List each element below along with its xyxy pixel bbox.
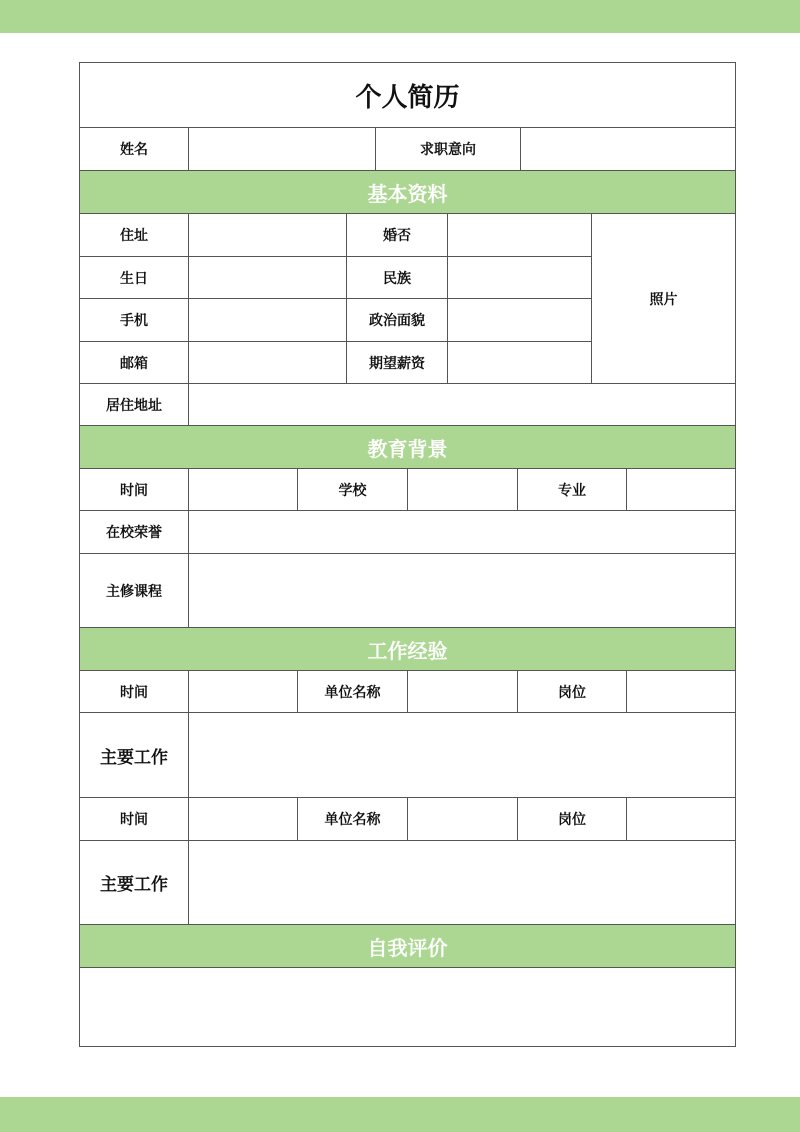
marital-field[interactable] xyxy=(448,214,592,257)
phone-field[interactable] xyxy=(189,299,347,342)
edu-time-label: 时间 xyxy=(80,469,189,511)
residence-label: 居住地址 xyxy=(80,384,189,426)
work1-time-field[interactable] xyxy=(189,671,298,713)
residence-field[interactable] xyxy=(189,384,735,426)
work1-position-field[interactable] xyxy=(627,671,735,713)
section-work: 工作经验 xyxy=(80,628,735,671)
honors-label: 在校荣誉 xyxy=(80,511,189,554)
name-field[interactable] xyxy=(189,128,376,171)
politics-field[interactable] xyxy=(448,299,592,342)
work2-time-field[interactable] xyxy=(189,798,298,841)
salary-label: 期望薪资 xyxy=(347,342,448,384)
ethnicity-label: 民族 xyxy=(347,257,448,299)
name-label: 姓名 xyxy=(80,128,189,171)
work1-time-label: 时间 xyxy=(80,671,189,713)
work1-duties-field[interactable] xyxy=(189,713,735,798)
work2-company-label: 单位名称 xyxy=(298,798,408,841)
email-field[interactable] xyxy=(189,342,347,384)
salary-field[interactable] xyxy=(448,342,592,384)
work2-position-label: 岗位 xyxy=(518,798,627,841)
politics-label: 政治面貌 xyxy=(347,299,448,342)
bottom-decor-band xyxy=(0,1097,800,1132)
objective-label: 求职意向 xyxy=(376,128,521,171)
courses-label: 主修课程 xyxy=(80,554,189,628)
work2-duties-label: 主要工作 xyxy=(80,841,189,925)
resume-table xyxy=(79,62,736,1047)
work2-duties-field[interactable] xyxy=(189,841,735,925)
address-field[interactable] xyxy=(189,214,347,257)
photo-box[interactable]: 照片 xyxy=(592,214,735,384)
school-label: 学校 xyxy=(298,469,408,511)
major-field[interactable] xyxy=(627,469,735,511)
top-decor-band xyxy=(0,0,800,33)
birthday-label: 生日 xyxy=(80,257,189,299)
birthday-field[interactable] xyxy=(189,257,347,299)
resume-title: 个人简历 xyxy=(80,63,735,128)
school-field[interactable] xyxy=(408,469,518,511)
work2-position-field[interactable] xyxy=(627,798,735,841)
section-education: 教育背景 xyxy=(80,426,735,469)
courses-field[interactable] xyxy=(189,554,735,628)
objective-field[interactable] xyxy=(521,128,735,171)
work1-company-field[interactable] xyxy=(408,671,518,713)
work1-company-label: 单位名称 xyxy=(298,671,408,713)
ethnicity-field[interactable] xyxy=(448,257,592,299)
major-label: 专业 xyxy=(518,469,627,511)
honors-field[interactable] xyxy=(189,511,735,554)
work2-time-label: 时间 xyxy=(80,798,189,841)
section-basic-info: 基本资料 xyxy=(80,171,735,214)
section-self-evaluation: 自我评价 xyxy=(80,925,735,968)
work1-duties-label: 主要工作 xyxy=(80,713,189,798)
edu-time-field[interactable] xyxy=(189,469,298,511)
email-label: 邮箱 xyxy=(80,342,189,384)
work1-position-label: 岗位 xyxy=(518,671,627,713)
work2-company-field[interactable] xyxy=(408,798,518,841)
self-evaluation-field[interactable] xyxy=(80,968,735,1046)
marital-label: 婚否 xyxy=(347,214,448,257)
phone-label: 手机 xyxy=(80,299,189,342)
address-label: 住址 xyxy=(80,214,189,257)
